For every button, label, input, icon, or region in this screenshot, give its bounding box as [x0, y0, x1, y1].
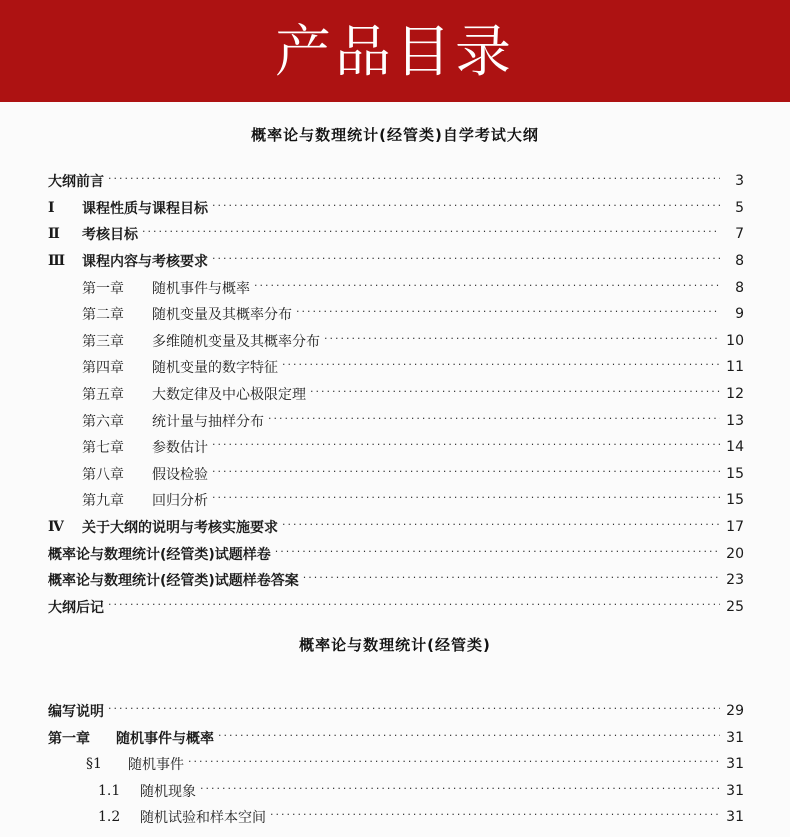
toc-entry[interactable]	[48, 567, 744, 594]
toc-entry[interactable]	[48, 804, 744, 831]
toc-entry-label: 随机事件与概率	[116, 730, 214, 747]
toc-entry-number: 第一章	[48, 730, 90, 747]
toc-entry-page: 14	[726, 439, 744, 456]
toc-entry-number: 第一章	[82, 280, 124, 297]
toc-entry-page: 11	[726, 359, 744, 376]
leader-dots	[142, 227, 720, 241]
leader-dots	[270, 810, 720, 824]
header-banner	[0, 0, 790, 102]
toc-entry-page: 15	[726, 465, 744, 482]
toc-entry[interactable]	[48, 751, 744, 778]
toc-entry-label: 大纲后记	[48, 599, 104, 616]
toc-entry-page: 13	[726, 412, 744, 429]
toc-entry-label: 随机事件	[128, 757, 184, 774]
toc-entry-label: 随机现象	[140, 783, 196, 800]
toc-entry-number: Ⅲ	[48, 253, 66, 270]
toc-entry-number: Ⅱ	[48, 226, 60, 243]
toc-entry-page: 5	[735, 199, 744, 216]
banner-title: 产品目录	[275, 20, 515, 85]
toc-entry-label: 大纲前言	[48, 174, 104, 191]
toc-entry-page: 8	[735, 279, 744, 296]
toc-entry-number: 第七章	[82, 440, 124, 457]
toc-entry[interactable]	[48, 514, 744, 541]
leader-dots	[108, 174, 720, 188]
toc-entry[interactable]	[48, 461, 744, 488]
toc-entry-number: 第五章	[82, 387, 124, 404]
leader-dots	[324, 334, 720, 348]
toc-list	[48, 698, 744, 831]
toc-entry-page: 3	[735, 173, 744, 190]
leader-dots	[188, 757, 720, 771]
toc-entry-number: 第三章	[82, 333, 124, 350]
toc-entry[interactable]	[48, 168, 744, 195]
toc-entry[interactable]	[48, 328, 744, 355]
leader-dots	[254, 281, 720, 295]
toc-entry-label: 大数定律及中心极限定理	[152, 387, 306, 404]
toc-entry-label: 编写说明	[48, 704, 104, 721]
toc-entry-page: 9	[735, 306, 744, 323]
leader-dots	[212, 201, 720, 215]
toc-entry-label: 随机试验和样本空间	[140, 810, 266, 827]
leader-dots	[296, 307, 720, 321]
toc-page	[0, 102, 790, 837]
toc-entry-page: 17	[726, 519, 744, 536]
toc-entry-number: Ⅳ	[48, 519, 64, 536]
toc-entry-label: 关于大纲的说明与考核实施要求	[82, 520, 278, 537]
section-title: 概率论与数理统计(经管类)自学考试大纲	[251, 126, 539, 144]
toc-entry-label: 参数估计	[152, 440, 208, 457]
toc-entry-label: 随机变量的数字特征	[152, 360, 278, 377]
toc-entry[interactable]	[48, 540, 744, 567]
toc-entry[interactable]	[48, 354, 744, 381]
toc-entry-label: 回归分析	[152, 493, 208, 510]
toc-entry-page: 7	[735, 226, 744, 243]
toc-entry-page: 31	[726, 729, 744, 746]
leader-dots	[212, 467, 720, 481]
toc-entry-label: 假设检验	[152, 466, 208, 483]
toc-entry-label: 课程内容与考核要求	[82, 254, 208, 271]
toc-entry-label: 概率论与数理统计(经管类)试题样卷答案	[48, 573, 299, 590]
toc-entry-page: 25	[726, 598, 744, 615]
toc-entry-number: 第八章	[82, 466, 124, 483]
toc-entry-page: 23	[726, 572, 744, 589]
toc-entry-number: 1.1	[98, 782, 121, 799]
toc-entry-number: 第二章	[82, 307, 124, 324]
leader-dots	[212, 493, 720, 507]
toc-entry-page: 31	[726, 782, 744, 799]
toc-entry-label: 多维随机变量及其概率分布	[152, 333, 320, 350]
toc-entry-page: 15	[726, 492, 744, 509]
toc-entry-label: 概率论与数理统计(经管类)试题样卷	[48, 546, 271, 563]
toc-entry[interactable]	[48, 434, 744, 461]
leader-dots	[282, 520, 720, 534]
toc-entry-number: 第六章	[82, 413, 124, 430]
toc-list	[48, 168, 744, 620]
leader-dots	[108, 600, 720, 614]
leader-dots	[303, 573, 720, 587]
toc-entry-label: 随机事件与概率	[152, 280, 250, 297]
toc-entry-number: 第四章	[82, 360, 124, 377]
section-title: 概率论与数理统计(经管类)	[299, 636, 491, 654]
toc-entry-number: 1.2	[98, 809, 121, 826]
toc-entry[interactable]	[48, 778, 744, 805]
toc-entry[interactable]	[48, 487, 744, 514]
toc-entry-page: 31	[726, 809, 744, 826]
toc-entry-page: 8	[735, 253, 744, 270]
toc-entry[interactable]	[48, 594, 744, 621]
toc-entry-page: 10	[726, 332, 744, 349]
toc-entry[interactable]	[48, 301, 744, 328]
toc-entry[interactable]	[48, 221, 744, 248]
toc-entry[interactable]	[48, 248, 744, 275]
toc-entry-number: 第九章	[82, 493, 124, 510]
toc-entry-label: 随机变量及其概率分布	[152, 307, 292, 324]
toc-entry-number: Ⅰ	[48, 199, 55, 216]
leader-dots	[212, 440, 720, 454]
leader-dots	[212, 254, 720, 268]
toc-entry[interactable]	[48, 274, 744, 301]
toc-entry[interactable]	[48, 698, 744, 725]
leader-dots	[108, 704, 720, 718]
toc-entry[interactable]	[48, 195, 744, 222]
toc-entry-label: 考核目标	[82, 227, 138, 244]
toc-entry[interactable]	[48, 725, 744, 752]
leader-dots	[275, 547, 720, 561]
leader-dots	[310, 387, 720, 401]
leader-dots	[268, 414, 720, 428]
leader-dots	[218, 731, 720, 745]
toc-entry-label: 统计量与抽样分布	[152, 413, 264, 430]
leader-dots	[282, 360, 720, 374]
toc-entry[interactable]	[48, 407, 744, 434]
toc-entry-page: 20	[726, 545, 744, 562]
toc-entry-page: 12	[726, 386, 744, 403]
toc-entry-page: 31	[726, 756, 744, 773]
toc-entry-number: §1	[86, 756, 102, 773]
toc-entry-label: 课程性质与课程目标	[82, 200, 208, 217]
toc-entry-page: 29	[726, 703, 744, 720]
toc-entry[interactable]	[48, 381, 744, 408]
leader-dots	[200, 784, 720, 798]
